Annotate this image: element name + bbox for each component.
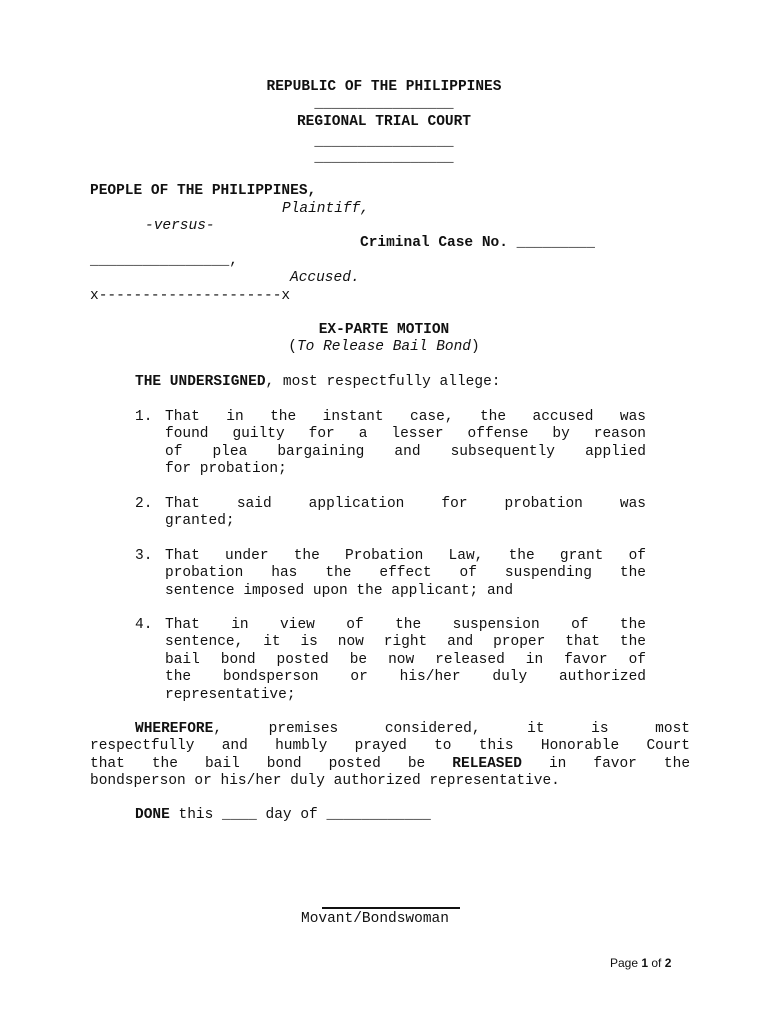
done-lead: DONE	[135, 807, 170, 823]
motion-subtitle-text: To Release Bail Bond	[296, 339, 472, 355]
list-item: That in view of the suspension of the sentence, it is now right and proper that the bail bond posted be now released in favor of the bondsperson or his/her duly authorized representative;	[165, 617, 646, 703]
intro-lead: THE UNDERSIGNED	[135, 374, 266, 390]
caption-separator: x---------------------x	[90, 288, 291, 304]
criminal-case-label	[360, 235, 595, 252]
court-branch-blank: ________________	[314, 96, 454, 112]
accused-role: Accused.	[290, 270, 360, 286]
intro-paragraph	[135, 374, 500, 391]
item-number: 1.	[135, 409, 153, 425]
court-location-blank-1: ________________	[314, 134, 454, 150]
item-number: 2.	[135, 496, 153, 512]
court-location-blank-2: ________________	[314, 150, 454, 166]
republic-heading: REPUBLIC OF THE PHILIPPINES	[266, 79, 502, 95]
done-line: DONE this ____ day of ____________	[135, 807, 431, 823]
list-item: That under the Probation Law, the grant of probation has the effect of suspending the sentence imposed upon the applicant; and	[165, 548, 646, 599]
list-item: That in the instant case, the accused was found guilty for a lesser offense by reason of plea bargaining and subsequently applied for probation;	[165, 409, 646, 478]
released-emphasis: RELEASED	[452, 755, 522, 772]
accused-name-blank: ________________,	[90, 253, 238, 269]
intro-rest: , most respectfully allege:	[265, 374, 501, 390]
prayer-lead: WHEREFORE	[135, 721, 214, 737]
plaintiff-role: Plaintiff,	[282, 201, 370, 217]
signatory-role: Movant/Bondswoman	[301, 911, 449, 927]
item-number: 3.	[135, 548, 153, 564]
page-number: Page 1 of 2	[610, 956, 672, 970]
page-current: 1	[641, 956, 649, 970]
case-label-text: Criminal Case No.	[360, 235, 508, 251]
page-total: 2	[664, 956, 672, 970]
signature-line	[322, 907, 460, 909]
court-heading: REGIONAL TRIAL COURT	[296, 114, 472, 130]
case-number-blank: _________	[516, 235, 595, 251]
motion-subtitle: (To Release Bail Bond)	[288, 339, 480, 355]
versus-label: -versus-	[145, 218, 215, 234]
list-item: That said application for probation was granted;	[165, 496, 646, 530]
prayer-paragraph: WHEREFORE, premises considered, it is most respectfully and humbly prayed to this Honorable Court that the bail bond posted be RELEASED in favor the bondsperson or his/her duly authorized representative.	[90, 721, 691, 790]
motion-title: EX-PARTE MOTION	[318, 322, 450, 338]
item-number: 4.	[135, 617, 153, 633]
plaintiff-party: PEOPLE OF THE PHILIPPINES,	[90, 183, 317, 199]
